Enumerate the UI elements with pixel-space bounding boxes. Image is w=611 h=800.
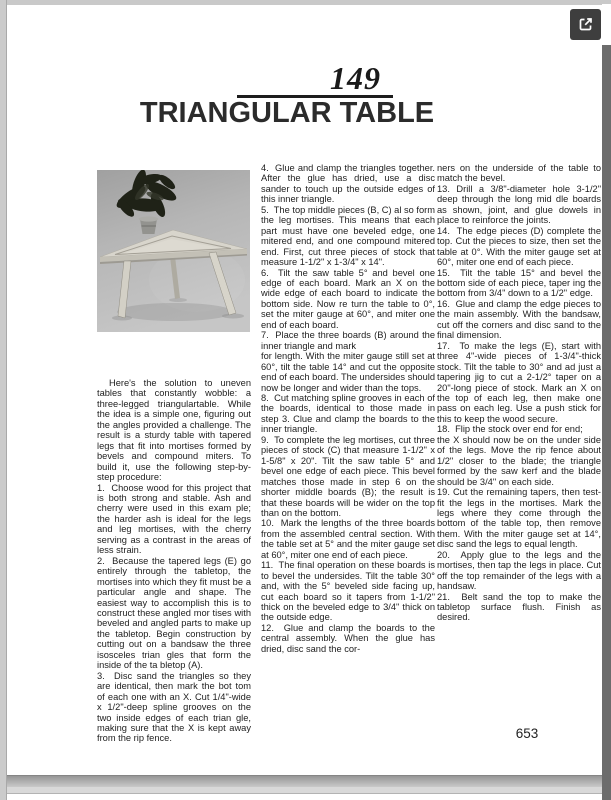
table-photo: [97, 170, 250, 332]
external-link-icon: [577, 16, 594, 33]
text-column-right: [437, 163, 601, 623]
viewer-left-rail: [0, 0, 7, 800]
paragraph: 10. Mark the lengths of the three boards from the assembled central section. With the table set at 5° and the miter gauge set at 60°, miter one end of each piece.: [261, 518, 435, 560]
viewer-top-right-corner: [602, 4, 611, 45]
page-number: 653: [515, 726, 539, 741]
paragraph: 5. The top middle pieces (B, C) al so form the leg mortises. This means that each part must have one beveled edge, one mitered end, and one compound mitered end. First, cut three pieces of stock that measure 1-1/2" x 1-3/4" x 14".: [261, 204, 435, 268]
paragraph: 16. Glue and clamp the edge pieces to the main assembly. With the bandsaw, cut off the corners and disc sand to the final dimension.: [437, 298, 601, 341]
paragraph: 13. Drill a 3/8"-diameter hole 3-1/2" deep through the long mid dle boards as shown, joint, and glue dowels in place to reinforce the joints.: [437, 183, 601, 226]
paragraph: the X should now be on the under side of the legs. Move the rip fence about 1/2" closer to the blade; the triangle formed by the saw kerf and the blade should be 3/4" on each side.: [437, 434, 601, 487]
paragraph: 12. Glue and clamp the boards to the central assembly. When the glue has dried, disc sand the cor-: [261, 622, 435, 654]
paragraph: 20. Apply glue to the legs and the mortises, then tap the legs in place. Cut off the top remainder of the legs with a handsaw.: [437, 549, 601, 592]
paragraph: 4. Glue and clamp the triangles together. After the glue has dried, use a disc sander to touch up the outside edges of this inner triangle.: [261, 163, 435, 205]
paragraph: Here's the solution to uneven tables that constantly wobble: a three-legged triangulartable. While the idea is a simple one, figuring out the angles provided a challenge. The result is a sturdy table with tapered legs that fit into mortises formed by bevels and compound miters. To build it, use the following step-by-step procedure:: [97, 378, 251, 483]
text-column-left: [97, 378, 251, 744]
paragraph: 18. Flip the stock over end for end;: [437, 424, 583, 435]
paragraph: 7. Place the three boards (B) around the inner triangle and mark: [261, 330, 435, 351]
viewer-right-rail: [602, 45, 611, 800]
page-separator: [7, 775, 602, 787]
paragraph: 2. Because the tapered legs (E) go entirely through the tabletop, the mortises into which they fit must be a particular angle and shape. The easiest way to accomplish this is to construct these angled mor tises with beveled and angled parts to make up the tabletop. Begin construction by cutting out on a bandsaw the three isosceles trian gles that form the inside of the ta bletop (A).: [97, 555, 251, 671]
floor-shadow: [117, 303, 233, 321]
paragraph: 11. The final operation on these boards is to bevel the undersides. Tilt the table 30° and, with the 5° beveled side facing up, cut each board so it tapers from 1-1/2" thick on the beveled edge to 3/4" thick on the outside edge.: [261, 560, 435, 623]
open-external-button[interactable]: [570, 9, 601, 40]
paragraph: for length. With the miter gauge still set at 60°, tilt the table 14° and cut the opposite end of each board. The undersides should now be longer and wider than the tops.: [261, 351, 436, 393]
article-number: 149: [237, 61, 393, 98]
paragraph: 6. Tilt the saw table 5° and bevel one edge of each board. Mark an X on the wide edge of each board to indicate the bottom side. Now re turn the table to 0°, set the miter gauge at 60°, and miter one end of each board.: [261, 267, 435, 330]
document-page: [7, 5, 602, 775]
page-title: TRIANGULAR TABLE: [139, 97, 435, 129]
paragraph: 8. Cut matching spline grooves in each of the boards, identical to those made in step 3. Clue and clamp the boards to the inner triangle.: [261, 392, 435, 435]
paragraph: 15. Tilt the table 15° and bevel the bottom side of each piece, taper ing the bottom from 3/4" down to a 1/2" edge.: [437, 267, 601, 299]
paragraph: 1. Choose wood for this project that is both strong and stable. Ash and cherry were used in this exam ple; the harder ash is ideal for the legs and leg mortises, with the cherry serving as a contrast in the areas of less strain.: [97, 482, 251, 556]
paragraph: 14. The edge pieces (D) complete the top. Cut the pieces to size, then set the table at 0°. With the miter gauge set at 60°, miter one end of each piece.: [437, 225, 601, 268]
paragraph: ners on the underside of the table to match the bevel.: [437, 163, 601, 184]
paragraph: 17. To make the legs (E), start with three 4"-wide pieces of 1-3/4"-thick stock. Tilt the table to 30° and ad just a tapering jig to cut a 2-1/2° taper on a 20"-long piece of stock. Mark an X on the top of each leg, then make one pass on each leg. Use a push stick for this to keep the wood secure.: [437, 340, 601, 424]
next-page-top: [7, 793, 602, 800]
paragraph: 21. Belt sand the top to make the tabletop surface flush. Finish as desired.: [437, 591, 601, 623]
paragraph: 9. To complete the leg mortises, cut three pieces of stock (C) that measure 1-1/2" x 1-5/8" x 20". Tilt the saw table 5° and bevel one edge of each piece. This bevel matches those made in step 6 on the shorter middle boards (B); the result is that these boards will be wider on the top than on the bottom.: [261, 434, 435, 518]
paragraph: 19. Cut the remaining tapers, then test-fit the legs in the mortises. Mark the legs where they come through the bottom of the table top, then remove them. With the miter gauge set at 14°, disc sand the legs to equal length.: [437, 487, 601, 550]
text-column-middle: [261, 163, 435, 654]
paragraph: 3. Disc sand the triangles so they are identical, then mark the bot tom of each one with an X. Cut 1/4"-wide x 1/2"-deep spline grooves on the two inside edges of each trian gle, making sure that the X is kept away from the rip fence.: [97, 670, 251, 744]
